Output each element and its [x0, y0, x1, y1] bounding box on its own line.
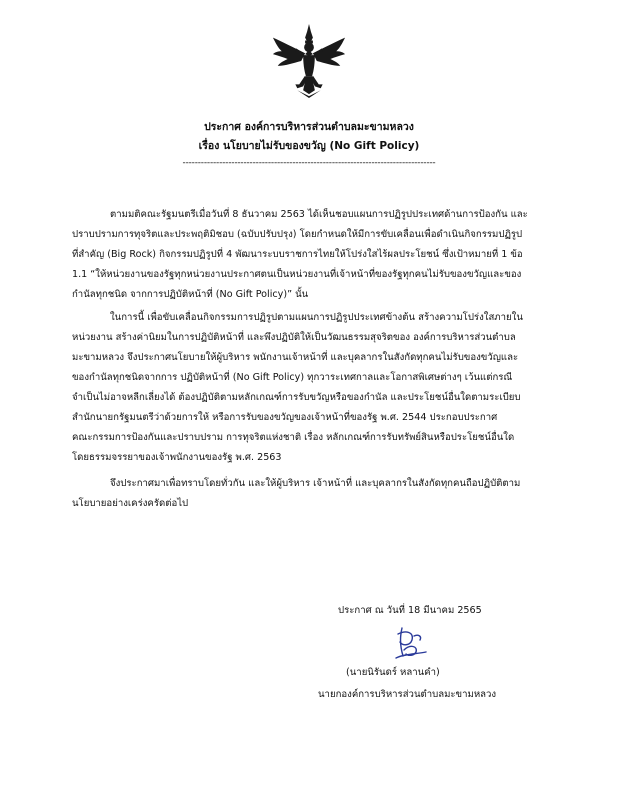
- paragraph-2-line: จำเป็นไม่อาจหลีกเลี่ยงได้ ต้องปฏิบัติตามหลักเกณฑ์การรับขวัญหรือของกำนัล และประโยชน์อื่นใดตามระเบียบ: [72, 392, 521, 403]
- document-subject: เรื่อง นโยบายไม่รับของขวัญ (No Gift Policy): [198, 140, 420, 152]
- announcement-date: ประกาศ ณ วันที่ 18 มีนาคม 2565: [338, 605, 482, 616]
- paragraph-3-line: จึงประกาศมาเพื่อทราบโดยทั่วกัน และให้ผู้บริหาร เจ้าหน้าที่ และบุคลากรในสังกัดทุกคนถือปฏิบัติตาม: [110, 478, 521, 489]
- paragraph-2-line: สำนักนายกรัฐมนตรีว่าด้วยการให้ หรือการรับของขวัญของเจ้าหน้าที่ของรัฐ พ.ศ. 2544 ประกอบประกาศ: [72, 412, 498, 423]
- signer-name: (นายนิรันดร์ หลานคำ): [346, 667, 440, 678]
- title-divider: -----------------------------------------------------------------------------------: [182, 158, 436, 168]
- paragraph-1-line: ปราบปรามการทุจริตและประพฤติมิชอบ (ฉบับปรับปรุง) โดยกำหนดให้มีการขับเคลื่อนเพื่อดำเนินกิจกรรมปฏิรูป: [72, 229, 523, 240]
- paragraph-2-line: ของกำนัลทุกชนิดจากการ ปฏิบัติหน้าที่ (No Gift Policy) ทุกวาระเทศกาลและโอกาสพิเศษต่างๆ เว้นแต่กรณี: [72, 372, 513, 383]
- paragraph-2-line: โดยธรรมจรรยาของเจ้าพนักงานของรัฐ พ.ศ. 2563: [72, 452, 282, 463]
- paragraph-2-line: หน่วยงาน สร้างค่านิยมในการปฏิบัติหน้าที่ และพึงปฏิบัติให้เป็นวัฒนธรรมสุจริตของ องค์การบริหารส่วนตำบล: [72, 332, 516, 343]
- paragraph-1-line: 1.1 “ให้หน่วยงานของรัฐทุกหน่วยงานประกาศตนเป็นหน่วยงานที่เจ้าหน้าที่ของรัฐทุกคนไม่รับของขวัญและของ: [72, 269, 522, 280]
- paragraph-1-line: ตามมติคณะรัฐมนตรีเมื่อวันที่ 8 ธันวาคม 2563 ได้เห็นชอบแผนการปฏิรูปประเทศด้านการป้องกัน และ: [110, 209, 528, 220]
- paragraph-2-line: ในการนี้ เพื่อขับเคลื่อนกิจกรรมการปฏิรูปตามแผนการปฏิรูปประเทศข้างต้น สร้างความโปร่งใสภายใน: [110, 312, 523, 323]
- paragraph-1-line: กำนัลทุกชนิด จากการปฏิบัติหน้าที่ (No Gift Policy)” นั้น: [72, 289, 309, 300]
- paragraph-2-line: มะขามหลวง จึงประกาศนโยบายให้ผู้บริหาร พนักงานเจ้าหน้าที่ และบุคลากรในสังกัดทุกคนไม่รับของขวัญและ: [72, 352, 519, 363]
- document-title: ประกาศ องค์การบริหารส่วนตำบลมะขามหลวง: [204, 121, 414, 133]
- paragraph-2-line: คณะกรรมการป้องกันและปราบปราม การทุจริตแห่งชาติ เรื่อง หลักเกณฑ์การรับทรัพย์สินหรือประโยชน์อื่นใด: [72, 432, 515, 443]
- paragraph-1-line: ที่สำคัญ (Big Rock) กิจกรรมปฏิรูปที่ 4 พัฒนาระบบราชการไทยให้โปร่งใสไร้ผลประโยชน์ ซึ่งเป้าหมายที่ 1 ข้อ: [72, 249, 523, 260]
- handwritten-signature: [388, 624, 432, 664]
- signer-position: นายกองค์การบริหารส่วนตำบลมะขามหลวง: [318, 689, 497, 700]
- paragraph-3-line: นโยบายอย่างเคร่งครัดต่อไป: [72, 498, 189, 509]
- garuda-emblem-icon: [270, 22, 348, 100]
